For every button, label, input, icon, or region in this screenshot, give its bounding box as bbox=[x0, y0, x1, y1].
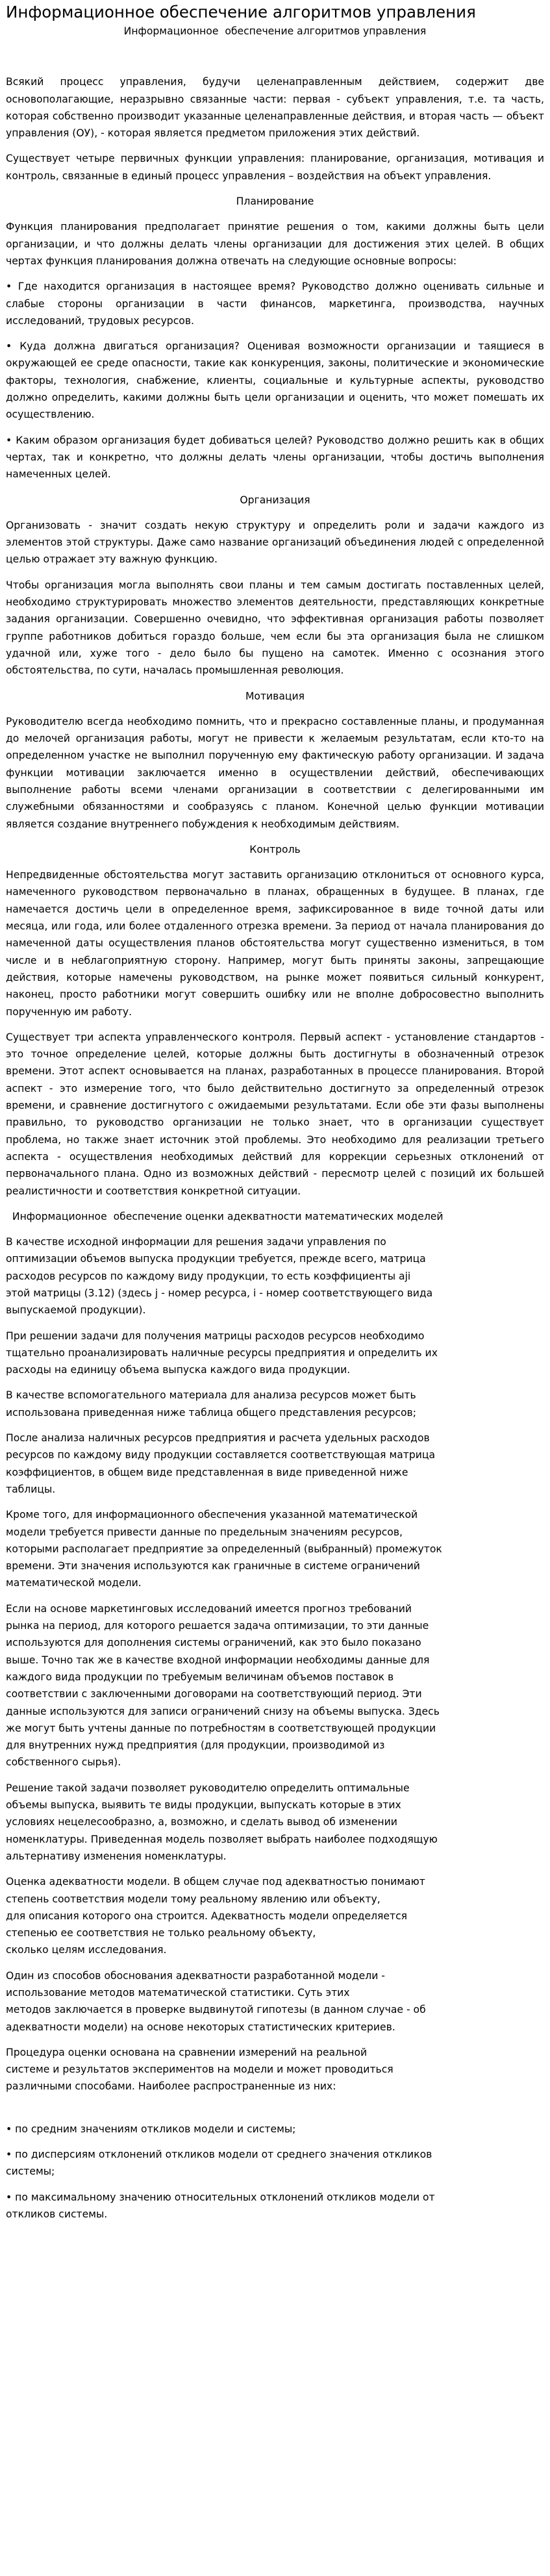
model-bullet: • по средним значениям откликов модели и системы; bbox=[6, 2123, 296, 2135]
section-heading-motivation: Мотивация bbox=[245, 690, 305, 702]
section-heading-organization: Организация bbox=[240, 494, 310, 506]
model-paragraph: Один из способов обоснования адекватности разработанной модели - использование методов математической статистики. Суть этих методов заключается в проверке выдвинутой гипотезы (в данном случае - об адекватности модели) на основе некоторых статистических критериев. bbox=[6, 1969, 426, 2033]
model-paragraph: При решении задачи для получения матрицы расходов ресурсов необходимо тщательно проанализировать наличные ресурсы предприятия и определить их расходы на единицу объема выпуска каждого вида продукции. bbox=[6, 1330, 438, 1376]
section-heading-planning: Планирование bbox=[236, 196, 314, 208]
planning-bullet: • Куда должна двигаться организация? Оценивая возможности организации и таящиеся в окружающей ее среде опасности, такие как конкуренция, законы, политические и экономические факторы, технология, снабжение, клиенты, социальные и культурные аспекты, руководство должно определить, какими должны быть цели организации и оценить, что может помешать их осуществлению. bbox=[6, 340, 544, 421]
control-paragraph: Непредвиденные обстоятельства могут заставить организацию отклониться от основного курса, намеченного руководством первоначально в планах, обращенных в будущее. В планах, где намечается достичь цели в определенное время, зафиксированное в виде точной даты или месяца, или года, или более отдаленного отрезка времени. За период от начала планирования до намеченной даты осуществления планов обстоятельства могут существенно измениться, в том числе и в неблагоприятную сторону. Например, могут быть приняты законы, запрещающие действия, которые намечены руководством, на рынке может появиться сильный конкурент, наконец, просто работники могут совершить ошибку или не вполне добросовестно выполнить порученную им работу. bbox=[6, 869, 544, 1018]
model-bullet: • по дисперсиям отклонений откликов модели от среднего значения откликов системы; bbox=[6, 2149, 432, 2178]
model-paragraph: Процедура оценки основана на сравнении измерений на реальной системе и результатов экспериментов на модели и может проводиться различными способами. Наиболее распространенные из них: bbox=[6, 2046, 394, 2093]
page-subtitle: Информационное обеспечение алгоритмов управления bbox=[123, 25, 427, 37]
motivation-paragraph: Руководителю всегда необходимо помнить, что и прекрасно составленные планы, и продуманная до мелочей организация работы, могут не привести к желаемым результатам, если кто-то на определенном участке не выполнил порученную ему фактическую работу организации. И задача функции мотивации заключается именно в осуществлении действий, обеспечивающих выполнение работы всеми членами организации в соответствии с делегированными им служебными обязанностями и сообразуясь с планом. Конечной целью функции мотивации является создание внутреннего побуждения к необходимым действиям. bbox=[6, 715, 544, 830]
model-paragraph: Оценка адекватности модели. В общем случае под адекватностью понимают степень соответствия модели тому реальному явлению или объекту, для описания которого она строится. Адекватность модели определяется степенью ее соответствия не только реальному объекту, сколько целям исследования. bbox=[6, 1876, 425, 1956]
model-bullet: • по максимальному значению относительных отклонений откликов модели от откликов системы. bbox=[6, 2191, 435, 2220]
organization-paragraph: Чтобы организация могла выполнять свои планы и тем самым достигать поставленных целей, необходимо структурировать множество элементов деятельности, представляющих конкретные задания организации. Совершенно очевидно, что эффективная организация работы позволяет группе работников добиться гораздо больше, чем если бы эта организация была не слишком удачной или, хуже того - дело было бы пущено на самотек. Именно с осознания этого обстоятельства, по сути, началась промышленная революция. bbox=[6, 579, 544, 677]
control-paragraph: Существует три аспекта управленческого контроля. Первый аспект - установление стандартов - это точное определение целей, которые должны быть достигнуты в обозначенный отрезок времени. Этот аспект основывается на планах, разработанных в процессе планирования. Второй аспект - это измерение того, что было действительно достигнуто за определенный отрезок времени, и сравнение достигнутого с ожидаемыми результатами. Если обе эти фазы выполнены правильно, то руководство организации не только знает, что в организации существует проблема, но также знает источник этой проблемы. Это необходимо для реализации третьего аспекта - осуществления необходимых действий для коррекции серьезных отклонений от первоначального плана. Одно из возможных действий - пересмотр целей с позиций их большей реалистичности и соответствия конкретной ситуации. bbox=[6, 1031, 544, 1197]
planning-paragraph: Функция планирования предполагает принятие решения о том, какими должны быть цели организации, и что должны делать члены организации для достижения этих целей. В общих чертах функция планирования должна отвечать на следующие основные вопросы: bbox=[6, 221, 544, 267]
model-paragraph: В качестве вспомогательного материала для анализа ресурсов может быть использована приведенная ниже таблица общего представления ресурсов; bbox=[6, 1389, 416, 1419]
model-bullet-list bbox=[6, 2121, 544, 2223]
model-paragraphs bbox=[6, 1233, 544, 2095]
model-paragraph: В качестве исходной информации для решения задачи управления по оптимизации объемов выпуска продукции требуется, прежде всего, матрица расходов ресурсов по каждому виду продукции, то есть коэффициенты aji этой матрицы (3.12) (здесь j - номер ресурса, i - номер соответствующего вида выпускаемой продукции). bbox=[6, 1236, 433, 1317]
model-paragraph: После анализа наличных ресурсов предприятия и расчета удельных расходов ресурсов по каждому виду продукции составляется соответствующая матрица коэффициентов, в общем виде представленная в виде приведенной ниже таблицы. bbox=[6, 1432, 436, 1495]
planning-bullet: • Каким образом организация будет добиваться целей? Руководство должно решить как в общих чертах, так и конкретно, что должны делать члены организации, чтобы достичь выполнения намеченных целей. bbox=[6, 434, 544, 481]
section-heading-model-adequacy: Информационное обеспечение оценки адекватности математических моделей bbox=[6, 1210, 444, 1222]
spacer bbox=[6, 40, 544, 73]
document-page bbox=[0, 2, 550, 2223]
model-paragraph: Если на основе маркетинговых исследований имеется прогноз требований рынка на период, для которого решается задача оптимизации, то эти данные используются для дополнения системы ограничений, как это было показано выше. Точно так же в качестве входной информации необходимы данные для каждого вида продукции по требуемым величинам объемов поставок в соответствии с заключенными договорами на соответствующий период. Эти данные используются для записи ограничений снизу на объемы выпуска. Здесь же могут быть учтены данные по потребностям в соответствующей продукции для внутренних нужд предприятия (для продукции, производимой из собственного сырья). bbox=[6, 1602, 440, 1769]
intro-paragraph: Существует четыре первичных функции управления: планирование, организация, мотивация и контроль, связанные в единый процесс управления – воздействия на объект управления. bbox=[6, 153, 544, 182]
planning-bullet: • Где находится организация в настоящее время? Руководство должно оценивать сильные и слабые стороны организации в части финансов, маркетинга, производства, научных исследований, трудовых ресурсов. bbox=[6, 281, 544, 327]
model-paragraph: Кроме того, для информационного обеспечения указанной математической модели требуется привести данные по предельным значениям ресурсов, которыми располагает предприятие за определенный (выбранный) промежуток времени. Эти значения используются как граничные в системе ограничений математической модели. bbox=[6, 1509, 442, 1589]
page-title: Информационное обеспечение алгоритмов управления bbox=[6, 3, 476, 21]
intro-paragraph: Всякий процесс управления, будучи целенаправленным действием, содержит две основополагающие, неразрывно связанные части: первая - субъект управления, т.е. та часть, которая собственно производит указанные целенаправленные действия, и вторая часть — объект управления (ОУ), - которая является предметом приложения этих действий. bbox=[6, 76, 544, 140]
organization-paragraph: Организовать - значит создать некую структуру и определить роли и задачи каждого из элементов этой структуры. Даже само название организаций объединения людей с определенной целью отражает эту важную функцию. bbox=[6, 519, 544, 566]
model-paragraph: Решение такой задачи позволяет руководителю определить оптимальные объемы выпуска, выявить те виды продукции, выпускать которые в этих условиях нецелесообразно, а, возможно, и сделать вывод об изменении номенклатуры. Приведенная модель позволяет выбрать наиболее подходящую альтернативу изменения номенклатуры. bbox=[6, 1782, 438, 1862]
spacer bbox=[6, 2104, 544, 2121]
section-heading-control: Контроль bbox=[249, 843, 301, 855]
